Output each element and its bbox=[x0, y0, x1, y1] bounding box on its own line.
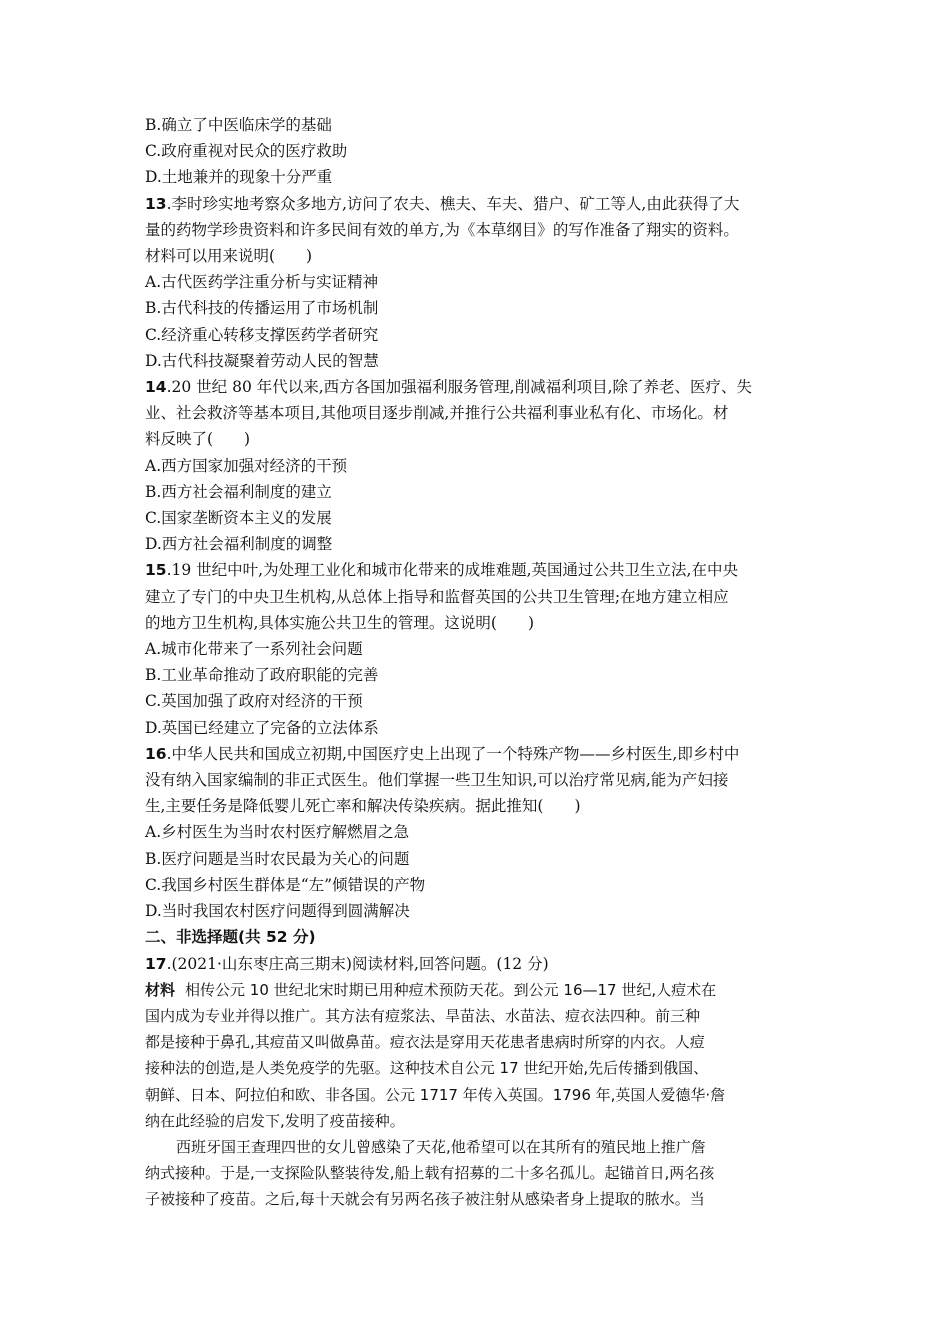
option-14-b: B.西方社会福利制度的建立 bbox=[145, 482, 332, 501]
question-15-number: 15 bbox=[145, 561, 167, 580]
option-14-d: D.西方社会福利制度的调整 bbox=[145, 535, 333, 554]
option-12-c: C.政府重视对民众的医疗救助 bbox=[145, 142, 348, 161]
question-14-stem-text: .20 世纪 80 年代以来,西方各国加强福利服务管理,削减福利项目,除了养老、医疗、失 bbox=[166, 378, 753, 397]
question-17 bbox=[145, 951, 811, 1213]
option-13-a: A.古代医药学注重分析与实证精神 bbox=[145, 273, 379, 292]
question-14-number: 14 bbox=[145, 378, 167, 397]
question-13-number: 13 bbox=[145, 194, 167, 213]
material-text: 相传公元 10 世纪北宋时期已用种痘术预防天花。到公元 16—17 世纪,人痘术在 bbox=[185, 980, 717, 999]
question-14-stem-line bbox=[145, 374, 811, 400]
material-line: 国内成为专业并得以推广。其方法有痘浆法、旱苗法、水苗法、痘衣法四种。前三种 bbox=[145, 1006, 701, 1025]
material-line: 纳在此经验的启发下,发明了疫苗接种。 bbox=[145, 1111, 405, 1130]
option-16-a: A.乡村医生为当时农村医疗解燃眉之急 bbox=[145, 823, 410, 842]
question-15 bbox=[145, 557, 811, 740]
option-16-b: B.医疗问题是当时农民最为关心的问题 bbox=[145, 849, 410, 868]
option-15-d: D.英国已经建立了完备的立法体系 bbox=[145, 718, 379, 737]
question-16-stem-line: 生,主要任务是降低婴儿死亡率和解决传染疾病。据此推知( ) bbox=[145, 797, 581, 816]
question-13-stem-text: .李时珍实地考察众多地方,访问了农夫、樵夫、车夫、猎户、矿工等人,由此获得了大 bbox=[166, 194, 740, 213]
material-line: 都是接种于鼻孔,其痘苗又叫做鼻苗。痘衣法是穿用天花患者患病时所穿的内衣。人痘 bbox=[145, 1033, 705, 1052]
option-15-c: C.英国加强了政府对经济的干预 bbox=[145, 692, 363, 711]
material-block bbox=[145, 977, 811, 1213]
material-line: 子被接种了疫苗。之后,每十天就会有另两名孩子被注射从感染者身上提取的脓水。当 bbox=[145, 1190, 705, 1209]
material-label: 材料 bbox=[145, 980, 176, 999]
question-12-options bbox=[145, 112, 811, 191]
section-title: 二、非选择题(共 52 分) bbox=[145, 928, 316, 947]
option-15-b: B.工业革命推动了政府职能的完善 bbox=[145, 666, 379, 685]
question-16-number: 16 bbox=[145, 744, 167, 763]
option-14-c: C.国家垄断资本主义的发展 bbox=[145, 509, 332, 528]
question-14 bbox=[145, 374, 811, 557]
question-16-stem-line bbox=[145, 741, 811, 767]
question-15-stem-text: .19 世纪中叶,为处理工业化和城市化带来的成堆难题,英国通过公共卫生立法,在中央 bbox=[166, 561, 738, 580]
option-13-b: B.古代科技的传播运用了市场机制 bbox=[145, 299, 379, 318]
exam-content bbox=[145, 112, 811, 1213]
question-17-stem-text: .(2021·山东枣庄高三期末)阅读材料,回答问题。(12 分) bbox=[166, 954, 549, 973]
question-13-stem-line bbox=[145, 191, 811, 217]
question-14-stem-line: 料反映了( ) bbox=[145, 430, 251, 449]
question-17-number: 17 bbox=[145, 954, 167, 973]
option-12-b: B.确立了中医临床学的基础 bbox=[145, 116, 332, 134]
option-14-a: A.西方国家加强对经济的干预 bbox=[145, 456, 348, 475]
option-12-d: D.土地兼并的现象十分严重 bbox=[145, 168, 333, 187]
option-13-c: C.经济重心转移支撑医药学者研究 bbox=[145, 325, 379, 344]
material-line: 接种法的创造,是人类免疫学的先驱。这种技术自公元 17 世纪开始,先后传播到俄国、 bbox=[145, 1059, 709, 1078]
question-13 bbox=[145, 191, 811, 374]
question-16 bbox=[145, 741, 811, 924]
option-16-d: D.当时我国农村医疗问题得到圆满解决 bbox=[145, 902, 410, 921]
question-15-stem-line: 的地方卫生机构,具体实施公共卫生的管理。这说明( ) bbox=[145, 613, 535, 632]
question-15-stem-line: 建立了专门的中央卫生机构,从总体上指导和监督英国的公共卫生管理;在地方建立相应 bbox=[145, 587, 729, 606]
question-13-stem-line: 量的药物学珍贵资料和许多民间有效的单方,为《本草纲目》的写作准备了翔实的资料。 bbox=[145, 220, 739, 239]
question-16-stem-line: 没有纳入国家编制的非正式医生。他们掌握一些卫生知识,可以治疗常见病,能为产妇接 bbox=[145, 771, 729, 790]
question-14-stem-line: 业、社会救济等基本项目,其他项目逐步削减,并推行公共福利事业私有化、市场化。材 bbox=[145, 404, 729, 423]
material-line: 纳式接种。于是,一支探险队整装待发,船上载有招募的二十多名孤儿。起锚首日,两名孩 bbox=[145, 1164, 715, 1183]
material-line bbox=[145, 977, 811, 1003]
question-17-stem bbox=[145, 951, 811, 977]
option-13-d: D.古代科技凝聚着劳动人民的智慧 bbox=[145, 351, 379, 370]
option-16-c: C.我国乡村医生群体是“左”倾错误的产物 bbox=[145, 875, 426, 894]
question-16-stem-text: .中华人民共和国成立初期,中国医疗史上出现了一个特殊产物——乡村医生,即乡村中 bbox=[166, 744, 740, 763]
question-13-stem-line: 材料可以用来说明( ) bbox=[145, 247, 313, 266]
option-15-a: A.城市化带来了一系列社会问题 bbox=[145, 640, 363, 659]
material-line: 朝鲜、日本、阿拉伯和欧、非各国。公元 1717 年传入英国。1796 年,英国人爱德华·詹 bbox=[145, 1085, 726, 1104]
material-line: 西班牙国王查理四世的女儿曾感染了天花,他希望可以在其所有的殖民地上推广詹 bbox=[176, 1137, 706, 1156]
question-15-stem-line bbox=[145, 557, 811, 583]
